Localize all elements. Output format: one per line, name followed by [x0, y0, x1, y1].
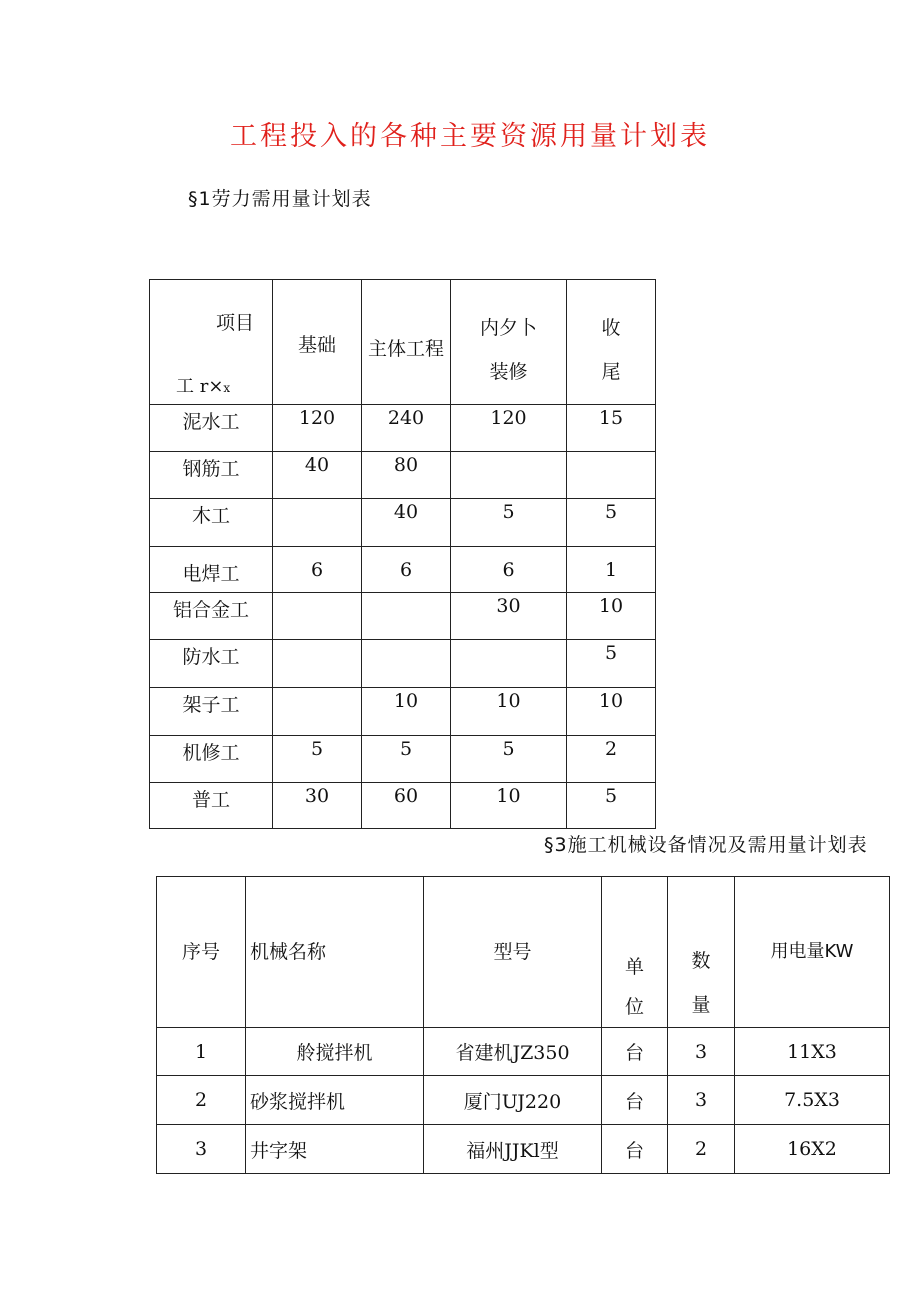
table-cell: 2: [668, 1125, 735, 1174]
table-cell: 10: [451, 783, 567, 829]
table-cell: 10: [451, 688, 567, 736]
table-cell: 7.5X3: [735, 1076, 890, 1125]
machine-name: 舲搅拌机: [246, 1028, 424, 1076]
table-cell: 1: [567, 547, 656, 593]
header-unit: 单 位: [602, 877, 668, 1028]
table-cell: 5: [362, 736, 451, 783]
table-row: [157, 1076, 890, 1125]
table-cell: 40: [273, 452, 362, 499]
header-machine-name: 机械名称: [246, 877, 424, 1028]
table-cell: 2: [157, 1076, 246, 1125]
table-row: [150, 593, 656, 640]
table-cell: 3: [668, 1028, 735, 1076]
header-model: 型号: [424, 877, 602, 1028]
table-cell: 11X3: [735, 1028, 890, 1076]
table-row: [150, 783, 656, 829]
labor-type: 普工: [150, 783, 273, 829]
table-cell: [273, 640, 362, 688]
header-no: 序号: [157, 877, 246, 1028]
table-cell: 120: [273, 405, 362, 452]
table-header-row: [157, 877, 890, 1028]
header-main-works: 主体工程: [362, 280, 451, 405]
table-header-row: [150, 280, 656, 405]
header-power: 用电量KW: [735, 877, 890, 1028]
table-row: [157, 1028, 890, 1076]
table-cell: 5: [567, 640, 656, 688]
header-item-cell: [150, 280, 273, 405]
header-quantity: 数 量: [668, 877, 735, 1028]
machinery-plan-table: [156, 876, 890, 1174]
labor-type: 铝合金工: [150, 593, 273, 640]
table-cell: [451, 452, 567, 499]
labor-type: 木工: [150, 499, 273, 547]
table-cell: 240: [362, 405, 451, 452]
table-cell: 3: [668, 1076, 735, 1125]
machine-model: 省建机JZ350: [424, 1028, 602, 1076]
labor-type: 电焊工: [150, 547, 273, 593]
table-cell: 2: [567, 736, 656, 783]
table-row: [150, 452, 656, 499]
table-cell: [362, 593, 451, 640]
table-cell: 5: [567, 783, 656, 829]
table-cell: [567, 452, 656, 499]
table-cell: 10: [362, 688, 451, 736]
table-cell: [362, 640, 451, 688]
labor-plan-heading: §1劳力需用量计划表: [188, 188, 372, 210]
table-row: [150, 640, 656, 688]
table-cell: 3: [157, 1125, 246, 1174]
labor-type: 钢筋工: [150, 452, 273, 499]
table-row: [150, 547, 656, 593]
table-row: [150, 499, 656, 547]
table-cell: 6: [451, 547, 567, 593]
labor-plan-table: [149, 279, 656, 829]
table-cell: 30: [451, 593, 567, 640]
table-cell: [451, 640, 567, 688]
table-row: [150, 405, 656, 452]
machine-model: 厦门UJ220: [424, 1076, 602, 1125]
machinery-plan-heading: §3施工机械设备情况及需用量计划表: [544, 834, 868, 856]
table-row: [150, 688, 656, 736]
table-row: [150, 736, 656, 783]
page-title: 工程投入的各种主要资源用量计划表: [230, 121, 710, 152]
header-finishing: 内夕卜 装修: [451, 280, 567, 405]
header-type-label: 工 r×x: [176, 376, 231, 397]
table-cell: 台: [602, 1028, 668, 1076]
table-cell: 6: [273, 547, 362, 593]
table-cell: 5: [273, 736, 362, 783]
table-cell: 120: [451, 405, 567, 452]
labor-type: 机修工: [150, 736, 273, 783]
table-cell: 30: [273, 783, 362, 829]
table-cell: 10: [567, 688, 656, 736]
labor-type: 防水工: [150, 640, 273, 688]
table-cell: 5: [451, 499, 567, 547]
machine-name: 井字架: [246, 1125, 424, 1174]
labor-type: 泥水工: [150, 405, 273, 452]
table-row: [157, 1125, 890, 1174]
labor-type: 架子工: [150, 688, 273, 736]
table-cell: [273, 499, 362, 547]
table-cell: 15: [567, 405, 656, 452]
table-cell: 1: [157, 1028, 246, 1076]
table-cell: 60: [362, 783, 451, 829]
table-cell: 5: [451, 736, 567, 783]
table-cell: 6: [362, 547, 451, 593]
table-cell: 5: [567, 499, 656, 547]
table-cell: 台: [602, 1076, 668, 1125]
table-cell: [273, 688, 362, 736]
table-cell: 10: [567, 593, 656, 640]
machine-model: 福州JJKl型: [424, 1125, 602, 1174]
table-cell: 80: [362, 452, 451, 499]
header-closing: 收 尾: [567, 280, 656, 405]
table-cell: 16X2: [735, 1125, 890, 1174]
table-cell: 40: [362, 499, 451, 547]
header-item-label: 项目: [215, 312, 254, 334]
table-cell: [273, 593, 362, 640]
table-cell: 台: [602, 1125, 668, 1174]
machine-name: 砂浆搅拌机: [246, 1076, 424, 1125]
header-foundation: 基础: [273, 280, 362, 405]
